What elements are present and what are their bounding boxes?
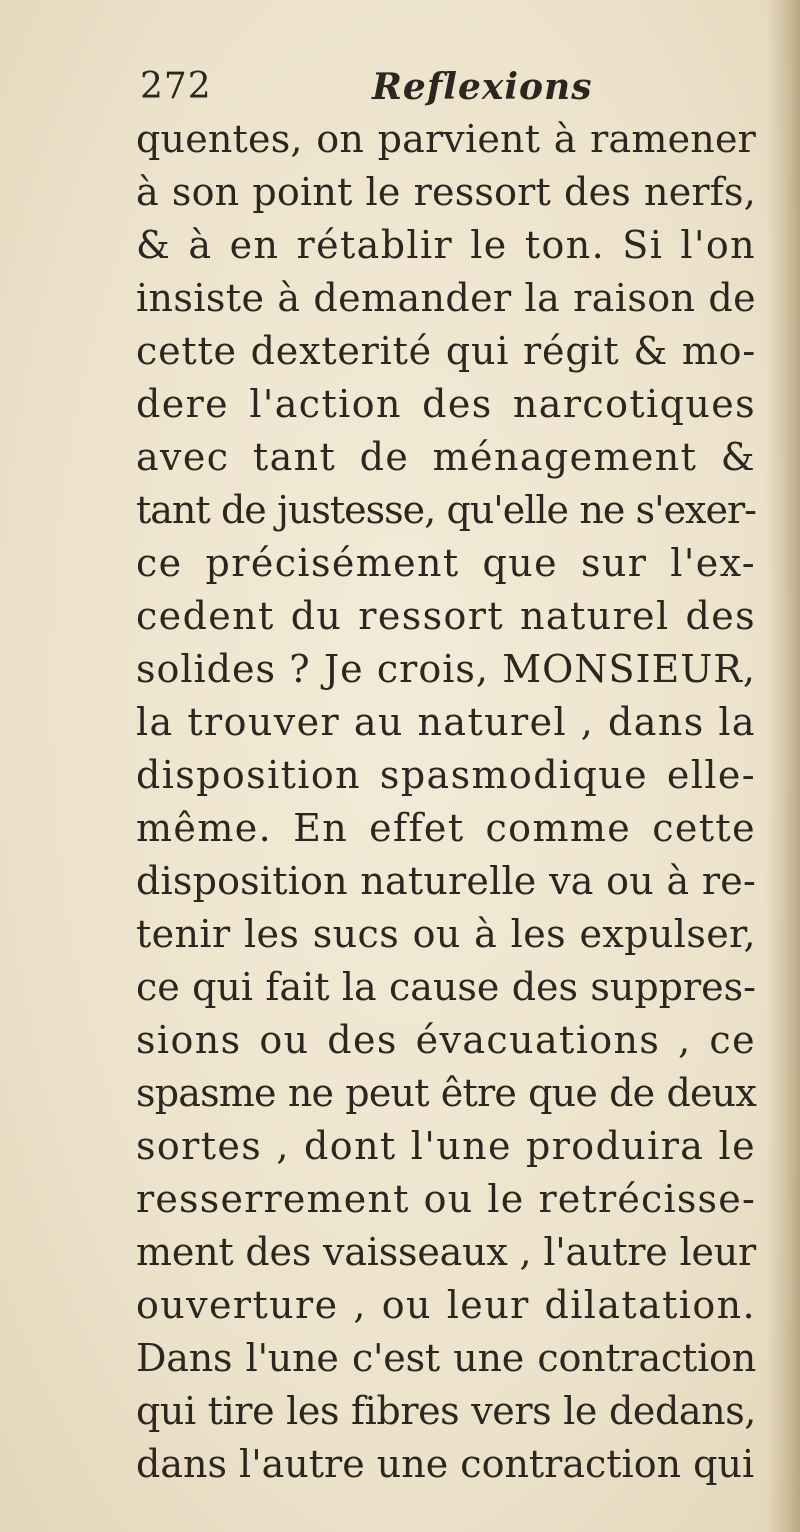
body-text: [136, 113, 756, 1491]
text-line: disposition spasmodique elle-: [136, 753, 756, 797]
running-head: [140, 62, 740, 112]
text-line: dans l'autre une contraction qui: [136, 1442, 755, 1486]
text-line: même. En effet comme cette: [136, 806, 756, 850]
text-line: & à en rétablir le ton. Si l'on: [136, 223, 756, 267]
running-title: Reflexions: [372, 66, 593, 108]
text-line: cette dexterité qui régit & mo-: [136, 329, 756, 373]
text-line: avec tant de ménagement &: [136, 435, 756, 479]
text-line: cedent du ressort naturel des: [136, 594, 756, 638]
text-line: quentes, on parvient à ramener: [136, 117, 756, 161]
text-line: qui tire les fibres vers le dedans,: [136, 1389, 756, 1433]
page-edge-shadow: [766, 0, 800, 1532]
text-line: resserrement ou le retrécisse-: [136, 1177, 756, 1221]
text-line: dere l'action des narcotiques: [136, 382, 756, 426]
text-line: tant de justesse, qu'elle ne s'exer-: [136, 488, 756, 532]
text-line: ce qui fait la cause des suppres-: [136, 965, 756, 1009]
text-line: ce précisément que sur l'ex-: [136, 541, 756, 585]
text-line: sortes , dont l'une produira le: [136, 1124, 756, 1168]
page-number: 272: [140, 66, 212, 107]
text-line: Dans l'une c'est une contraction: [136, 1336, 756, 1380]
text-line: tenir les sucs ou à les expulser,: [136, 912, 756, 956]
text-line: sions ou des évacuations , ce: [136, 1018, 756, 1062]
text-line: à son point le ressort des nerfs,: [136, 170, 756, 214]
text-line: solides ? Je crois, MONSIEUR,: [136, 647, 756, 691]
text-line: disposition naturelle va ou à re-: [136, 859, 756, 903]
text-line: ouverture , ou leur dilatation.: [136, 1283, 756, 1327]
text-line: insiste à demander la raison de: [136, 276, 756, 320]
text-line: ment des vaisseaux , l'autre leur: [136, 1230, 756, 1274]
text-line: la trouver au naturel , dans la: [136, 700, 756, 744]
text-line: spasme ne peut être que de deux: [136, 1071, 756, 1115]
